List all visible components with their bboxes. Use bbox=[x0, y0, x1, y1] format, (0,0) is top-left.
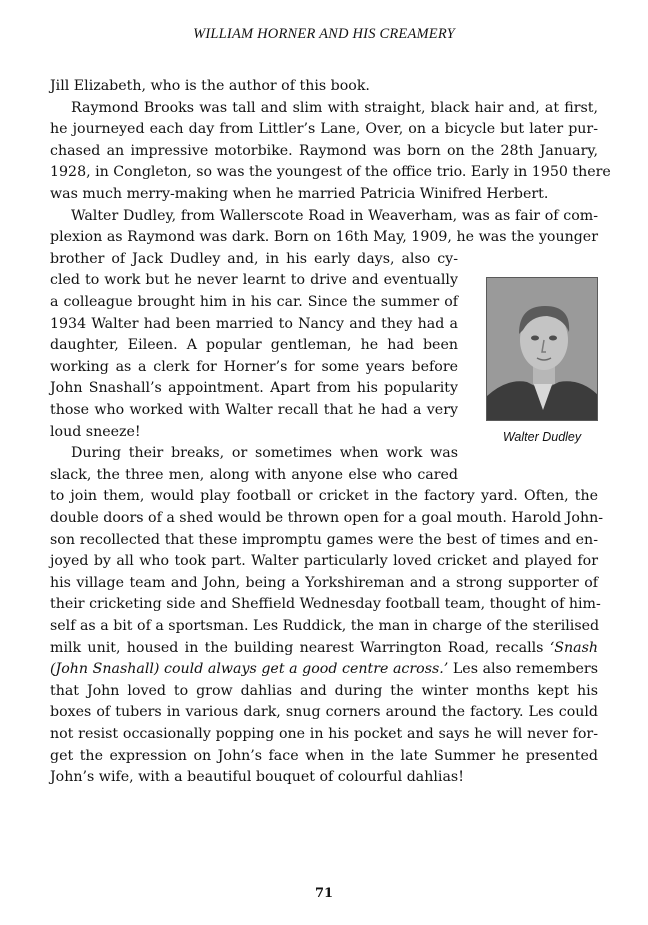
text-line: 1934 Walter had been married to Nancy and they had a bbox=[50, 316, 458, 332]
text-line: slack, the three men, along with anyone else who cared bbox=[50, 467, 458, 483]
text-line-with-quote bbox=[50, 659, 598, 679]
text-line: John Snashall’s appointment. Apart from his popularity bbox=[50, 380, 458, 396]
text-line: Walter Dudley, from Wallerscote Road in Weaverham, was as fair of com- bbox=[71, 208, 598, 224]
text-line: his village team and John, being a Yorkshireman and a strong supporter of bbox=[50, 575, 598, 591]
text-line: Jill Elizabeth, who is the author of this book. bbox=[50, 78, 370, 94]
text-line: he journeyed each day from Littler’s Lane, Over, on a bicycle but later pur- bbox=[50, 121, 598, 137]
text-line: self as a bit of a sportsman. Les Ruddick, the man in charge of the sterilised bbox=[50, 618, 600, 634]
text-line: get the expression on John’s face when in the late Summer he presented bbox=[50, 748, 598, 764]
page-number: 71 bbox=[314, 886, 334, 901]
text-line: Raymond Brooks was tall and slim with straight, black hair and, at first, bbox=[71, 100, 598, 116]
text-line: was much merry-making when he married Patricia Winifred Herbert. bbox=[50, 186, 549, 202]
photo-caption: Walter Dudley bbox=[502, 430, 582, 444]
text-fragment: Les also remembers bbox=[448, 661, 598, 677]
text-line: those who worked with Walter recall that he had a very bbox=[50, 402, 458, 418]
portrait-photo bbox=[486, 277, 598, 421]
text-line: that John loved to grow dahlias and during the winter months kept his bbox=[50, 683, 598, 699]
text-line: 1928, in Congleton, so was the youngest of the office trio. Early in 1950 there bbox=[50, 164, 611, 180]
quote-fragment: could always get a good centre across.’ bbox=[164, 661, 449, 677]
text-line: plexion as Raymond was dark. Born on 16th May, 1909, he was the younger bbox=[50, 229, 598, 245]
text-line: a colleague brought him in his car. Since the summer of bbox=[50, 294, 458, 310]
text-line-with-quote bbox=[50, 638, 598, 658]
text-line: loud sneeze! bbox=[50, 424, 141, 440]
text-line: cled to work but he never learnt to drive and eventually bbox=[50, 272, 458, 288]
text-line: joyed by all who took part. Walter particularly loved cricket and played for bbox=[50, 553, 598, 569]
text-fragment: milk unit, housed in the building nearest Warrington Road, recalls bbox=[50, 640, 550, 656]
text-line: working as a clerk for Horner’s for some years before bbox=[50, 359, 458, 375]
quote-fragment: ‘Snash bbox=[549, 640, 598, 656]
text-line: not resist occasionally popping one in his pocket and says he will never for- bbox=[50, 726, 598, 742]
text-line: double doors of a shed would be thrown open for a goal mouth. Harold John- bbox=[50, 510, 604, 526]
text-line: daughter, Eileen. A popular gentleman, he had been bbox=[50, 337, 458, 353]
text-line: chased an impressive motorbike. Raymond was born on the 28th January, bbox=[50, 143, 598, 159]
running-header: WILLIAM HORNER AND HIS CREAMERY bbox=[193, 26, 455, 42]
quote-fragment: (John Snashall) bbox=[50, 661, 160, 677]
text-line: to join them, would play football or cricket in the factory yard. Often, the bbox=[50, 488, 598, 504]
portrait-illustration bbox=[487, 278, 598, 421]
text-line: son recollected that these impromptu games were the best of times and en- bbox=[50, 532, 598, 548]
text-line: John’s wife, with a beautiful bouquet of colourful dahlias! bbox=[50, 769, 464, 785]
text-line: brother of Jack Dudley and, in his early days, also cy- bbox=[50, 251, 458, 267]
text-line: boxes of tubers in various dark, snug corners around the factory. Les could bbox=[50, 704, 598, 720]
text-line: During their breaks, or sometimes when work was bbox=[71, 445, 458, 461]
text-line: their cricketing side and Sheffield Wednesday football team, thought of him- bbox=[50, 596, 601, 612]
